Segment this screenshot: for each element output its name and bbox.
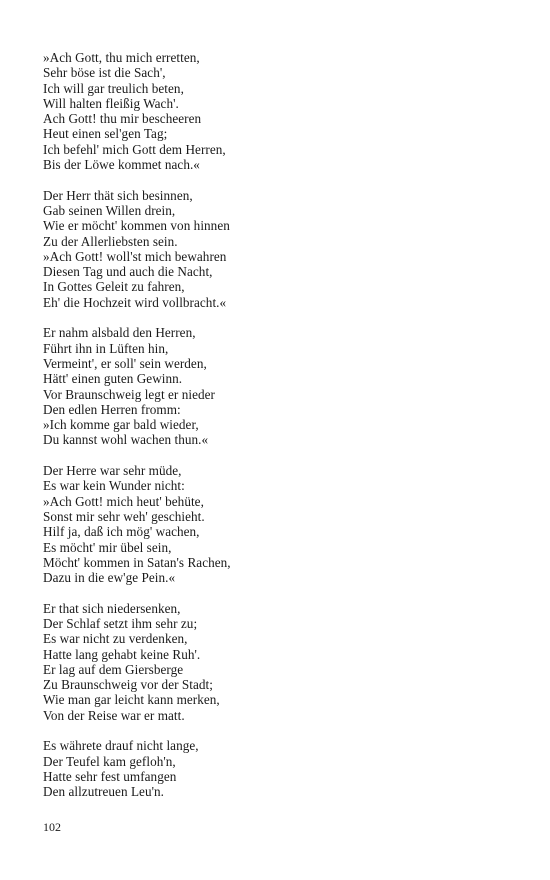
- verse-line: Hätt' einen guten Gewinn.: [43, 371, 183, 387]
- verse-line: Zu Braunschweig vor der Stadt;: [43, 677, 213, 693]
- verse-line: Den allzutreuen Leu'n.: [43, 784, 165, 800]
- stanza: [43, 50, 523, 172]
- verse-line: Gab seinen Willen drein,: [43, 202, 176, 218]
- verse-line: Er lag auf dem Giersberge: [43, 661, 184, 677]
- poem-text: [43, 50, 523, 815]
- verse-line: Er nahm alsbald den Herren,: [43, 325, 196, 341]
- verse-line: »Ach Gott, thu mich erretten,: [43, 50, 200, 65]
- verse-line: Der Teufel kam gefloh'n,: [43, 753, 176, 769]
- verse-line: Zu der Allerliebsten sein.: [43, 233, 178, 249]
- verse-line: Hatte sehr fest umfangen: [43, 768, 177, 784]
- stanza: [43, 463, 523, 585]
- verse-line: »Ach Gott! woll'st mich bewahren: [43, 248, 227, 264]
- verse-line: Der Herre war sehr müde,: [43, 463, 182, 479]
- verse-line: Möcht' kommen in Satan's Rachen,: [43, 554, 231, 570]
- verse-line: Es möcht' mir übel sein,: [43, 539, 172, 555]
- verse-line: Ich will gar treulich beten,: [43, 80, 184, 96]
- verse-line: Der Herr thät sich besinnen,: [43, 187, 193, 203]
- verse-line: Es währete drauf nicht lange,: [43, 738, 199, 754]
- verse-line: Von der Reise war er matt.: [43, 707, 185, 723]
- verse-line: »Ich komme gar bald wieder,: [43, 417, 199, 433]
- verse-line: Eh' die Hochzeit wird vollbracht.«: [43, 294, 227, 310]
- verse-line: Hatte lang gehabt keine Ruh'.: [43, 646, 201, 662]
- stanza: [43, 188, 523, 310]
- verse-line: Wie er möcht' kommen von hinnen: [43, 218, 230, 234]
- verse-line: Sehr böse ist die Sach',: [43, 65, 166, 81]
- stanza: [43, 601, 523, 723]
- verse-line: Den edlen Herren fromm:: [43, 401, 181, 417]
- verse-line: »Ach Gott! mich heut' behüte,: [43, 493, 204, 509]
- verse-line: Führt ihn in Lüften hin,: [43, 340, 169, 356]
- verse-line: Ach Gott! thu mir bescheeren: [43, 111, 202, 127]
- verse-line: Hilf ja, daß ich mög' wachen,: [43, 524, 200, 540]
- stanza: [43, 738, 523, 799]
- verse-line: Es war nicht zu verdenken,: [43, 631, 188, 647]
- verse-line: Heut einen sel'gen Tag;: [43, 126, 168, 142]
- verse-line: Der Schlaf setzt ihm sehr zu;: [43, 615, 198, 631]
- verse-line: Es war kein Wunder nicht:: [43, 478, 185, 494]
- verse-line: Bis der Löwe kommet nach.«: [43, 157, 200, 173]
- verse-line: Er that sich niedersenken,: [43, 600, 181, 616]
- verse-line: Diesen Tag und auch die Nacht,: [43, 264, 213, 280]
- verse-line: Wie man gar leicht kann merken,: [43, 692, 220, 708]
- verse-line: Vor Braunschweig legt er nieder: [43, 386, 215, 402]
- verse-line: Dazu in die ew'ge Pein.«: [43, 570, 176, 586]
- verse-line: Ich befehl' mich Gott dem Herren,: [43, 141, 226, 157]
- verse-line: Sonst mir sehr weh' geschieht.: [43, 508, 205, 524]
- verse-line: Du kannst wohl wachen thun.«: [43, 432, 209, 448]
- page-number: 102: [43, 820, 61, 834]
- verse-line: Vermeint', er soll' sein werden,: [43, 355, 207, 371]
- verse-line: In Gottes Geleit zu fahren,: [43, 279, 185, 295]
- verse-line: Will halten fleißig Wach'.: [43, 95, 179, 111]
- stanza: [43, 325, 523, 447]
